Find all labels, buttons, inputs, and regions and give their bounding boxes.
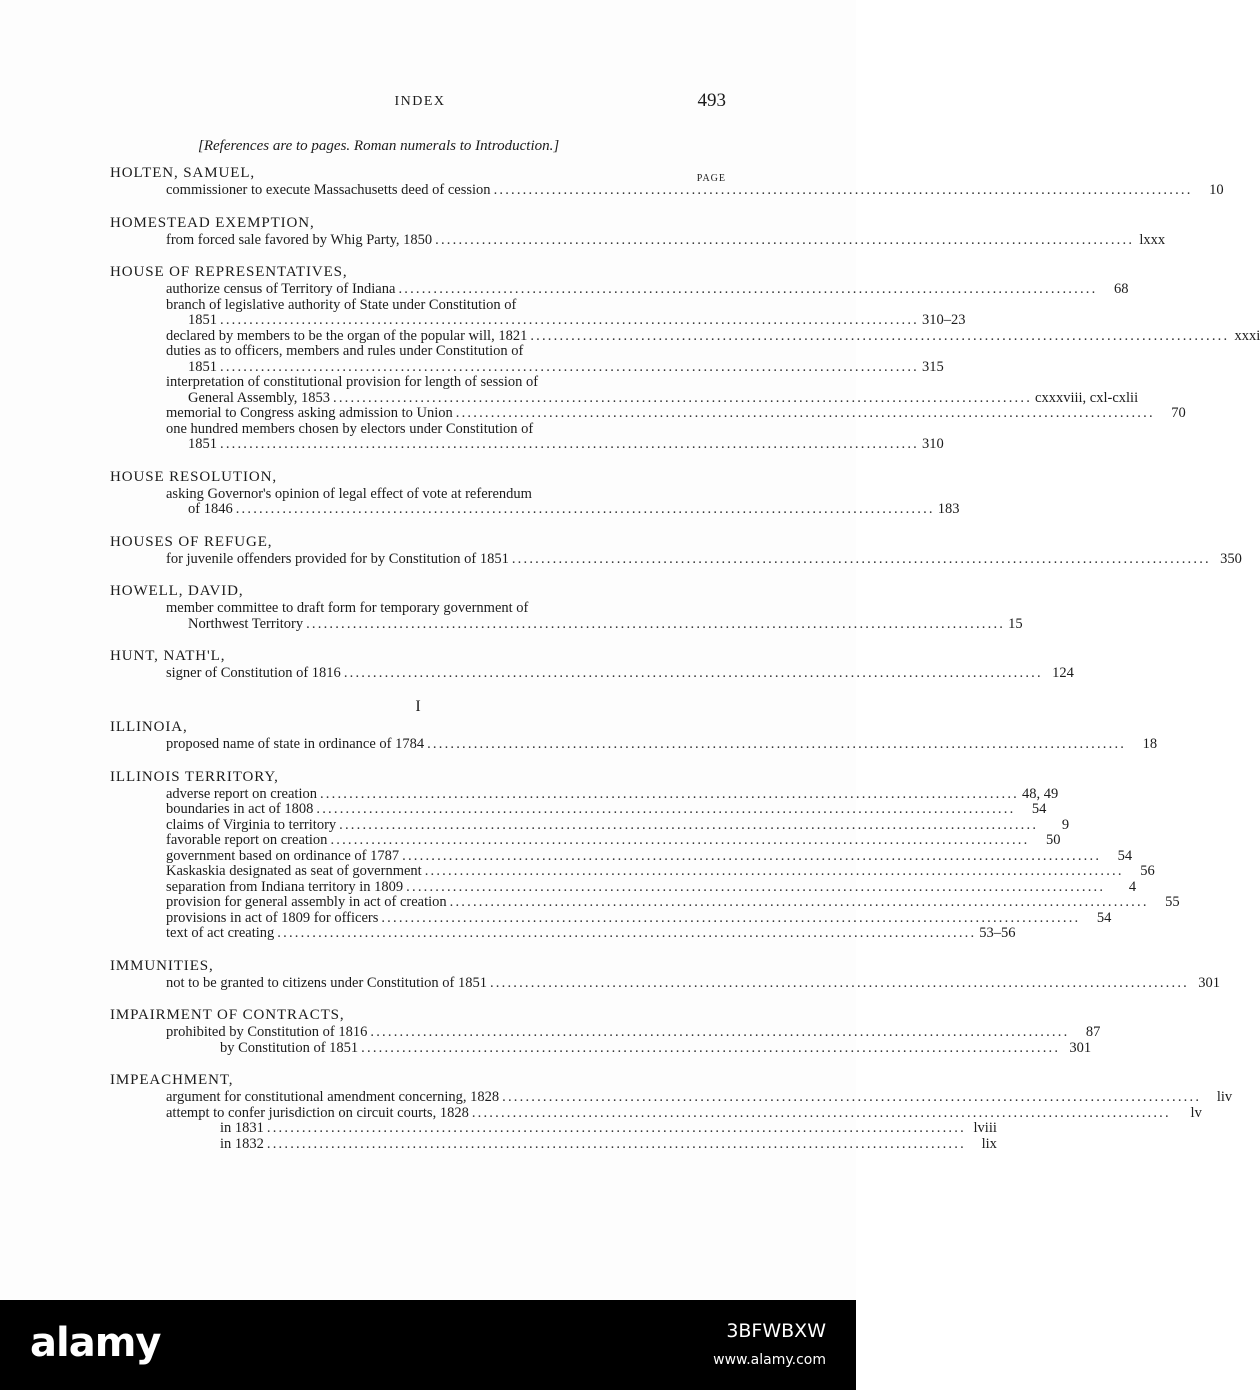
page-reference: xxxi bbox=[1234, 327, 1260, 344]
leader-line bbox=[166, 182, 1224, 199]
sub-entry bbox=[110, 974, 1220, 992]
entry-heading bbox=[110, 649, 726, 666]
page-reference: 54 bbox=[1031, 801, 1047, 817]
index-entry bbox=[110, 533, 1242, 568]
sub-entry bbox=[110, 909, 1112, 927]
sub-entry bbox=[110, 281, 1129, 298]
dot-leader bbox=[456, 406, 1155, 422]
entry-text: provisions in act of 1809 for officers bbox=[166, 909, 379, 926]
dot-leader bbox=[267, 1121, 966, 1137]
leader-line bbox=[166, 665, 1074, 682]
page-reference: lix bbox=[981, 1135, 997, 1152]
page-reference: 18 bbox=[1142, 736, 1158, 752]
index-content bbox=[110, 165, 1260, 1169]
dot-leader bbox=[406, 880, 1105, 896]
leader-line bbox=[166, 894, 1180, 911]
entry-heading bbox=[110, 166, 726, 183]
entry-text: 1851 bbox=[188, 358, 217, 375]
entry-text: authorize census of Territory of Indiana bbox=[166, 281, 396, 297]
dot-leader bbox=[306, 616, 1005, 632]
entry-heading-text: HUNT, NATH'L, bbox=[110, 648, 226, 664]
sub-entry bbox=[110, 1089, 1233, 1106]
page-reference: 53–56 bbox=[979, 925, 1016, 941]
dot-leader bbox=[494, 183, 1193, 199]
entry-text: by Constitution of 1851 bbox=[220, 1039, 359, 1056]
index-entry bbox=[110, 165, 1224, 199]
dot-leader bbox=[490, 976, 1189, 992]
sub-entry bbox=[110, 182, 1224, 199]
entry-heading-text: HOLTEN, SAMUEL, bbox=[110, 165, 256, 181]
sub-entry bbox=[110, 816, 1070, 834]
leader-line bbox=[166, 312, 966, 329]
page-reference: 48, 49 bbox=[1021, 785, 1059, 802]
sub-entry bbox=[110, 847, 1133, 865]
sub-entry bbox=[110, 296, 966, 329]
sub-entry bbox=[110, 1104, 1202, 1122]
entry-heading bbox=[110, 770, 726, 787]
entry-text: prohibited by Constitution of 1816 bbox=[166, 1024, 368, 1040]
page-reference: liv bbox=[1216, 1089, 1233, 1105]
leader-line bbox=[220, 1135, 997, 1153]
dot-leader bbox=[398, 282, 1097, 298]
sub-entry bbox=[110, 600, 1023, 632]
sub-entry bbox=[110, 550, 1242, 568]
entry-text: Kaskaskia designated as seat of government bbox=[166, 863, 422, 879]
entry-text: for juvenile offenders provided for by Constitution of 1851 bbox=[166, 550, 509, 567]
entry-heading bbox=[110, 959, 726, 976]
sub-entry-text: member committee to draft form for temporary government of bbox=[166, 600, 529, 616]
running-head bbox=[0, 90, 856, 114]
dot-leader bbox=[530, 329, 1229, 345]
entry-heading bbox=[110, 470, 726, 487]
page-reference: cxxxviii, cxl-cxlii bbox=[1035, 389, 1139, 406]
entry-text: from forced sale favored by Whig Party, 1850 bbox=[166, 231, 433, 248]
index-entry bbox=[110, 264, 1260, 453]
entry-text: proposed name of state in ordinance of 1784 bbox=[166, 736, 425, 752]
sub-entry-text: asking Governor's opinion of legal effect of vote at referendum bbox=[166, 485, 532, 502]
dot-leader bbox=[277, 926, 976, 942]
entry-text: signer of Constitution of 1816 bbox=[166, 665, 341, 681]
entry-text: in 1832 bbox=[220, 1135, 264, 1152]
entry-heading-text: HOUSES OF REFUGE, bbox=[110, 533, 273, 550]
entry-text: memorial to Congress asking admission to Union bbox=[166, 405, 453, 421]
index-entry bbox=[110, 1007, 1101, 1056]
dot-leader bbox=[267, 1137, 966, 1153]
leader-line bbox=[166, 327, 1260, 345]
entry-heading-text: HOMESTEAD EXEMPTION, bbox=[110, 214, 315, 231]
sub-entry bbox=[110, 1024, 1101, 1041]
index-entry bbox=[110, 583, 1023, 632]
sub-entry bbox=[110, 801, 1047, 818]
leader-line bbox=[166, 501, 960, 518]
leader-line bbox=[166, 436, 944, 453]
page-reference: 310 bbox=[922, 436, 944, 452]
leader-line bbox=[220, 1120, 997, 1137]
entry-text: Northwest Territory bbox=[188, 615, 304, 632]
leader-line bbox=[166, 816, 1070, 834]
entry-heading-text: IMPAIRMENT OF CONTRACTS, bbox=[110, 1007, 345, 1023]
sub-entry bbox=[110, 832, 1061, 849]
index-entry bbox=[110, 768, 1180, 942]
entry-text: argument for constitutional amendment concerning, 1828 bbox=[166, 1089, 500, 1105]
dot-leader bbox=[450, 895, 1149, 911]
index-entry bbox=[110, 1072, 1233, 1152]
entry-heading-text: HOUSE OF REPRESENTATIVES, bbox=[110, 264, 348, 280]
sub-entry bbox=[110, 665, 1074, 682]
entry-text: commissioner to execute Massachusetts deed of cession bbox=[166, 182, 491, 198]
dot-leader bbox=[220, 312, 919, 328]
leader-line bbox=[166, 389, 1139, 407]
entry-heading-text: IMMUNITIES, bbox=[110, 957, 214, 974]
leader-line bbox=[166, 925, 1016, 942]
dot-leader bbox=[427, 737, 1126, 753]
page-reference: 301 bbox=[1069, 1039, 1092, 1056]
entry-heading-text: ILLINOIA, bbox=[110, 719, 188, 735]
page-reference: 9 bbox=[1061, 816, 1070, 833]
page-number: 493 bbox=[697, 90, 726, 111]
entry-heading bbox=[110, 265, 726, 282]
entry-text: attempt to confer jurisdiction on circuit courts, 1828 bbox=[166, 1104, 469, 1121]
entry-heading bbox=[110, 1073, 726, 1090]
page-reference: 124 bbox=[1052, 665, 1074, 681]
sub-entry-text: one hundred members chosen by electors under Constitution of bbox=[166, 420, 534, 437]
page-reference: 183 bbox=[937, 501, 960, 517]
leader-line bbox=[166, 878, 1137, 896]
sub-entry bbox=[110, 374, 1139, 406]
leader-line bbox=[166, 358, 944, 376]
page-reference: 15 bbox=[1008, 615, 1023, 632]
sub-entry bbox=[110, 878, 1137, 896]
leader-line bbox=[166, 231, 1166, 249]
leader-line bbox=[166, 1089, 1233, 1106]
entry-text: adverse report on creation bbox=[166, 785, 317, 802]
entry-heading bbox=[110, 535, 726, 552]
sub-entry bbox=[110, 785, 1059, 803]
entry-text: text of act creating bbox=[166, 925, 275, 941]
dot-leader bbox=[435, 233, 1134, 249]
page-reference: 54 bbox=[1096, 909, 1112, 926]
page-reference: 56 bbox=[1140, 863, 1155, 879]
sub-entry bbox=[110, 863, 1155, 880]
watermark-banner bbox=[0, 1300, 856, 1390]
dot-leader bbox=[381, 911, 1080, 927]
sub-entry-text: duties as to officers, members and rules under Constitution of bbox=[166, 343, 524, 359]
dot-leader bbox=[316, 802, 1015, 818]
page-reference: 68 bbox=[1113, 281, 1129, 297]
sub-entry bbox=[110, 736, 1158, 753]
page-reference: 54 bbox=[1117, 847, 1133, 864]
entry-text: favorable report on creation bbox=[166, 832, 328, 848]
leader-line bbox=[166, 550, 1242, 568]
sub-entry bbox=[110, 231, 1166, 249]
entry-text: General Assembly, 1853 bbox=[188, 389, 331, 406]
page-reference: 87 bbox=[1085, 1024, 1101, 1040]
entry-heading bbox=[110, 1008, 726, 1025]
page-reference: 301 bbox=[1198, 974, 1220, 991]
entry-heading bbox=[110, 720, 726, 737]
dot-leader bbox=[220, 436, 919, 452]
entry-text: separation from Indiana territory in 1809 bbox=[166, 878, 404, 895]
sub-entry bbox=[110, 327, 1260, 345]
dot-leader bbox=[333, 390, 1032, 406]
alamy-logo: alamy bbox=[30, 1320, 161, 1366]
page-reference: 310–23 bbox=[922, 312, 966, 328]
dot-leader bbox=[472, 1106, 1171, 1122]
entry-text: declared by members to be the organ of the popular will, 1821 bbox=[166, 327, 528, 344]
dot-leader bbox=[425, 864, 1124, 880]
sub-entry bbox=[110, 1039, 1092, 1057]
dot-leader bbox=[370, 1025, 1069, 1041]
sub-entry bbox=[110, 925, 1016, 942]
leader-line bbox=[220, 1039, 1092, 1057]
dot-leader bbox=[402, 849, 1101, 865]
leader-line bbox=[166, 785, 1059, 803]
index-entry bbox=[110, 648, 1074, 682]
sub-entry bbox=[110, 485, 960, 518]
leader-line bbox=[166, 736, 1158, 753]
section-letter: I bbox=[415, 697, 421, 715]
leader-line bbox=[166, 974, 1220, 992]
page-reference: 55 bbox=[1165, 894, 1180, 910]
entry-heading-text: ILLINOIS TERRITORY, bbox=[110, 768, 279, 785]
references-note: [References are to pages. Roman numerals to Introduction.] bbox=[198, 138, 560, 154]
entry-heading-text: HOWELL, DAVID, bbox=[110, 583, 244, 599]
dot-leader bbox=[330, 833, 1029, 849]
sub-entry bbox=[110, 1120, 997, 1137]
page-reference: 4 bbox=[1128, 878, 1137, 895]
running-head-title: INDEX bbox=[394, 94, 446, 109]
page-reference: lv bbox=[1190, 1104, 1202, 1121]
leader-line bbox=[166, 1104, 1202, 1122]
page-reference: lxxx bbox=[1139, 231, 1166, 248]
dot-leader bbox=[320, 787, 1019, 803]
dot-leader bbox=[502, 1090, 1201, 1106]
dot-leader bbox=[339, 818, 1038, 834]
sub-entry-text: branch of legislative authority of State under Constitution of bbox=[166, 296, 517, 313]
dot-leader bbox=[361, 1041, 1060, 1057]
page-reference: 70 bbox=[1171, 405, 1186, 421]
sub-entry bbox=[110, 420, 944, 453]
entry-text: claims of Virginia to territory bbox=[166, 816, 337, 833]
entry-heading bbox=[110, 584, 726, 601]
dot-leader bbox=[512, 552, 1211, 568]
sub-entry bbox=[110, 405, 1186, 422]
watermark-url: www.alamy.com bbox=[713, 1352, 826, 1368]
leader-line bbox=[166, 863, 1155, 880]
entry-text: government based on ordinance of 1787 bbox=[166, 847, 400, 864]
page-reference: 315 bbox=[922, 358, 944, 375]
entry-text: not to be granted to citizens under Constitution of 1851 bbox=[166, 974, 487, 991]
entry-text: of 1846 bbox=[188, 501, 233, 517]
image-id: 3BFWBXW bbox=[726, 1320, 826, 1342]
entry-text: 1851 bbox=[188, 312, 217, 328]
leader-line bbox=[166, 405, 1186, 422]
leader-line bbox=[166, 281, 1129, 298]
page-reference: lviii bbox=[973, 1120, 997, 1136]
leader-line bbox=[166, 801, 1047, 818]
sub-entry bbox=[110, 343, 944, 375]
page-reference: 10 bbox=[1209, 182, 1224, 198]
dot-leader bbox=[236, 501, 935, 517]
entry-heading-text: IMPEACHMENT, bbox=[110, 1072, 234, 1088]
entry-text: in 1831 bbox=[220, 1120, 264, 1136]
dot-leader bbox=[220, 359, 919, 375]
page-reference: 50 bbox=[1045, 832, 1061, 848]
entry-text: provision for general assembly in act of creation bbox=[166, 894, 447, 910]
page-column-label: PAGE bbox=[696, 173, 726, 184]
leader-line bbox=[166, 909, 1112, 927]
sub-entry bbox=[110, 894, 1180, 911]
entry-heading-text: HOUSE RESOLUTION, bbox=[110, 468, 277, 485]
dot-leader bbox=[344, 666, 1043, 682]
leader-line bbox=[166, 847, 1133, 865]
entry-text: boundaries in act of 1808 bbox=[166, 801, 314, 817]
index-entry bbox=[110, 468, 960, 518]
index-entry bbox=[110, 214, 1166, 249]
leader-line bbox=[166, 832, 1061, 849]
index-entry bbox=[110, 957, 1220, 992]
sub-entry bbox=[110, 1135, 997, 1153]
entry-heading bbox=[110, 216, 726, 233]
leader-line bbox=[166, 1024, 1101, 1041]
sub-entry-text: interpretation of constitutional provision for length of session of bbox=[166, 374, 539, 390]
leader-line bbox=[166, 615, 1023, 633]
index-entry bbox=[110, 719, 1158, 753]
entry-text: 1851 bbox=[188, 436, 217, 452]
page-reference: 350 bbox=[1220, 550, 1242, 567]
